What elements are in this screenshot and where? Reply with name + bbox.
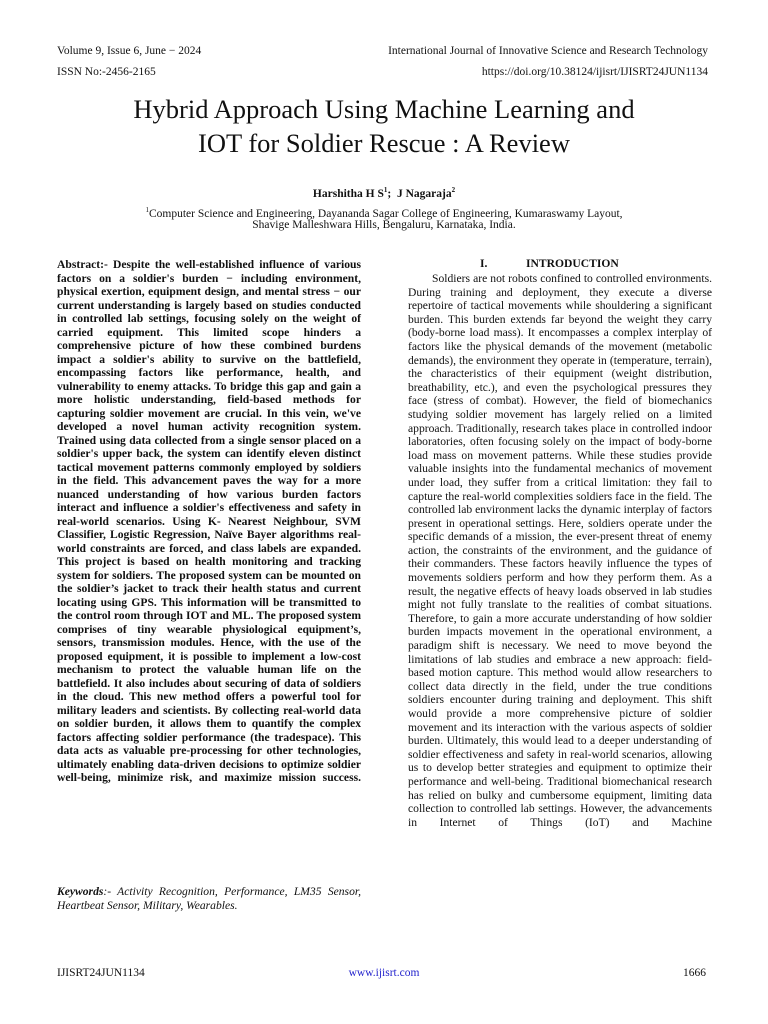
section-title: INTRODUCTION xyxy=(526,257,619,270)
keywords-label: Keywords xyxy=(57,885,104,898)
footer-page-number: 1666 xyxy=(683,967,706,979)
paper-title xyxy=(40,92,728,160)
affiliation-text-1: Computer Science and Engineering, Dayananda Sagar College of Engineering, Kumaraswamy Layout, xyxy=(148,207,623,220)
header-issn: ISSN No:-2456-2165 xyxy=(57,66,156,78)
author-separator: ; xyxy=(387,187,397,200)
author-1: Harshitha H S xyxy=(312,187,384,200)
author-list xyxy=(0,186,768,200)
header-doi[interactable]: https://doi.org/10.38124/ijisrt/IJISRT24JUN1134 xyxy=(481,66,708,78)
keywords-text: :- Activity Recognition, Performance, LM35 Sensor, Heartbeat Sensor, Military, Wearables. xyxy=(57,885,361,912)
section-number: I. xyxy=(480,257,488,270)
author-2: J Nagaraja xyxy=(396,187,452,200)
abstract: Abstract:- Despite the well-established influence of various factors on a soldier's burden − including environment, physical exertion, equipment design, and mental stress − our current understanding is largely based on studies conducted in controlled lab settings, focusing solely on the weight of carried equipment. This limited scope hinders a comprehensive picture of how these combined burdens impact a soldier's ability to survive on the battlefield, encompassing factors like performance, health, and vulnerability to enemy attacks. To bridge this gap and gain a more holistic understanding, field-based methods for capturing soldier movement are crucial. In this vein, we've developed a novel human activity recognition system. Trained using data collected from a single sensor placed on a soldier's upper back, the system can identify eleven distinct tactical movement patterns commonly employed by soldiers in the field. This advancement paves the way for a more nuanced understanding of how various burden factors interact and influence a soldier's effectiveness and safety in real-world scenarios. Using K- Nearest Neighbour, SVM Classifier, Logistic Regression, Naïve Bayer algorithms real-world constraints are forced, and class labels are expanded. This project is based on health monitoring and tracking system for soldiers. The proposed system can be mounted on the soldier’s jacket to track their health status and current locating using GPS. This information will be transmitted to the control room through IOT and ML. The proposed system comprises of tiny wearable physiological equipment’s, sensors, transmission modules. Hence, with the use of the proposed equipment, it is possible to implement a low-cost mechanism to protect the valuable human life on the battlefield. It also includes about securing of data of soldiers in the cloud. This new method offers a powerful tool for military leaders and scientists. By collecting real-world data on soldier burden, it allows them to quantify the complex factors affecting soldier performance (the tradespace). This data acts as valuable pre-processing for other technologies, ultimately enabling data-driven decisions to optimize soldier well-being, minimize risk, and maximize mission success. xyxy=(57,258,361,784)
introduction-text: Soldiers are not robots confined to controlled environments. During training and deployment, they execute a diverse repertoire of tactical movements while shouldering a significant burden. This burden extends far beyond the weight they carry (body-borne load mass). It encompasses a complex interplay of factors like the physical demands of the movement (metabolic demands), the environment they operate in (temperature, terrain), the characteristics of their equipment (weight distribution, breathability, etc.), and even the psychological pressures they face (stress of combat). However, the field of biomechanics studying soldier movement has largely relied on a limited approach. Traditionally, research takes place in controlled indoor laboratories, often focusing solely on the impact of body-borne load mass on movement patterns. While these studies provide valuable insights into the fundamental mechanics of movement under load, they suffer from a critical limitation: they fail to capture the real-world complexities soldiers face in the field. The controlled lab environment lacks the dynamic interplay of factors present in operational settings. Here, soldiers operate under the specific demands of a mission, the ever-present threat of enemy action, the constraints of the environment, and the guidance of their commanders. These factors heavily influence the types of movements soldiers perform and how they perform them. As a result, the negative effects of heavy loads observed in lab studies might not fully translate to the realities of combat situations. Therefore, to gain a more accurate understanding of how soldier burden impacts movement in the operational environment, a paradigm shift is necessary. We need to move beyond the limitations of lab studies and embrace a new approach: field-based motion capture. This method would allow researchers to collect data directly in the field, under the true conditions soldiers encounter during training and deployment. This shift would provide a more comprehensive picture of soldier movement and its interaction with the various aspects of soldier burden. Ultimately, this would lead to a deeper understanding of soldier effectiveness and safety in real-world scenarios, allowing us to develop better strategies and equipment to optimize their performance and well-being. Traditional biomechanical research has relied on bulky and cumbersome equipment, limiting data collection to controlled lab settings. However, the advancements in Internet of Things (IoT) and Machine xyxy=(408,272,712,829)
header-volume: Volume 9, Issue 6, June − 2024 xyxy=(57,45,202,57)
title-line-1: Hybrid Approach Using Machine Learning and xyxy=(133,94,635,124)
keywords xyxy=(57,885,361,913)
title-line-2: IOT for Soldier Rescue : A Review xyxy=(198,128,570,158)
header-journal: International Journal of Innovative Science and Research Technology xyxy=(388,45,708,57)
author-2-sup: 2 xyxy=(451,186,456,194)
footer-website-link[interactable]: www.ijisrt.com xyxy=(348,967,420,979)
affiliation-sup: 1 xyxy=(145,206,149,214)
author-1-sup: 1 xyxy=(383,186,388,194)
footer-paper-id: IJISRT24JUN1134 xyxy=(57,967,145,979)
affiliation-line-2: Shavige Malleshwara Hills, Bengaluru, Karnataka, India. xyxy=(252,219,516,231)
